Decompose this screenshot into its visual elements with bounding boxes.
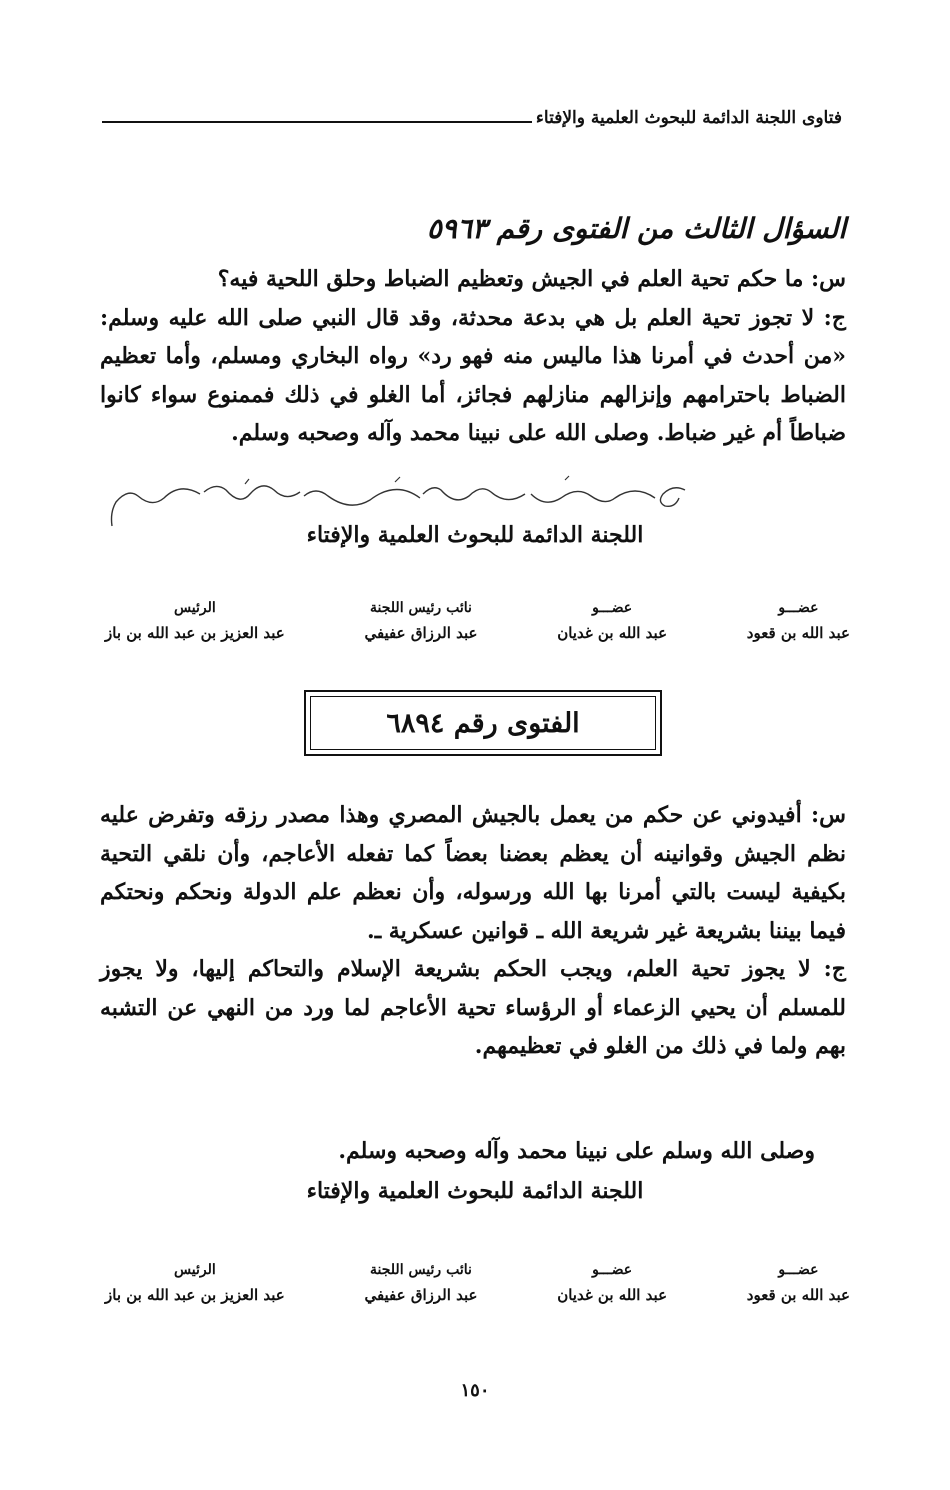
signature-vice-chair [364, 600, 477, 656]
signature-name: عبد الرزاق عفيفي [364, 624, 478, 642]
answer-text: ج: لا يجوز تحية العلم، ويجب الحكم بشريعة الإسلام والتحاكم إليها، ولا يجوز للمسلم أن يحيي الزعماء أو الرؤساء تحية الأعاجم لما ورد من النهي عن التشبه بهم ولما في ذلك من الغلو في تعظيمهم. [100, 956, 846, 1059]
signature-chair [105, 600, 285, 656]
signature-role: الرئيس [173, 600, 216, 616]
signature-name: عبد الله بن غديان [557, 1286, 668, 1304]
signature-member-2 [557, 600, 667, 656]
answer-text: ج: لا تجوز تحية العلم بل هي بدعة محدثة، وقد قال النبي صلى الله عليه وسلم: «من أحدث في أمرنا هذا ماليس منه فهو رد» رواه البخاري ومسلم، وأما تعظيم الضباط باحترامهم وإنزالهم منازلهم فجائز، أما الغلو في ذلك فممنوع سواء كانوا ضباطاً أم غير ضباط. وصلى الله على نبينا محمد وآله وصحبه وسلم. [100, 304, 846, 446]
signature-name: عبد الرزاق عفيفي [364, 1286, 478, 1304]
signature-role: عضـــو [592, 1262, 633, 1278]
signature-name: عبد الله بن قعود [746, 1286, 850, 1304]
fatwa-heading: الفتوى رقم ٦٨٩٤ [310, 696, 656, 750]
signature-role: عضـــو [778, 600, 819, 616]
signature-name: عبد الله بن قعود [746, 624, 850, 642]
section1-title [100, 212, 846, 245]
signature-role: نائب رئيس اللجنة [370, 600, 472, 616]
running-header [102, 100, 842, 128]
page-number: ١٥٠ [460, 1380, 490, 1401]
signature-name: عبد الله بن غديان [557, 624, 668, 642]
question-title: السؤال الثالث من الفتوى رقم ٥٩٦٣ [426, 212, 846, 245]
signature-name: عبد العزيز بن عبد الله بن باز [105, 1286, 285, 1304]
committee-name: اللجنة الدائمة للبحوث العلمية والإفتاء [306, 522, 644, 548]
signatures-block [105, 1262, 850, 1318]
fatwa2-body [100, 796, 846, 1066]
signature-role: عضـــو [592, 600, 633, 616]
running-title: فتاوى اللجنة الدائمة للبحوث العلمية والإفتاء [535, 108, 842, 128]
handwritten-annotation-icon [95, 468, 695, 528]
question-text: س: ما حكم تحية العلم في الجيش وتعظيم الضباط وحلق اللحية فيه؟ [217, 266, 846, 292]
signature-chair [105, 1262, 285, 1318]
signature-member-1 [747, 600, 850, 656]
signature-role: نائب رئيس اللجنة [370, 1262, 472, 1278]
signature-name: عبد العزيز بن عبد الله بن باز [105, 624, 285, 642]
header-rule [102, 121, 532, 123]
signature-member-2 [557, 1262, 667, 1318]
section1-body [100, 260, 846, 453]
signature-member-1 [747, 1262, 850, 1318]
closing-line: وصلى الله وسلم على نبينا محمد وآله وصحبه وسلم. [338, 1138, 815, 1164]
question-text: س: أفيدوني عن حكم من يعمل بالجيش المصري وهذا مصدر رزقه وتفرض عليه نظم الجيش وقوانينه أن يعظم بعضنا بعضاً كما تفعله الأعاجم، وأن نلقي التحية بكيفية ليست بالتي أمرنا بها الله ورسوله، وأن نعظم علم الدولة ونحكم ونحتكم فيما بيننا بشريعة غير شريعة الله ـ قوانين عسكرية ـ. [100, 802, 846, 944]
committee-name: اللجنة الدائمة للبحوث العلمية والإفتاء [306, 1178, 644, 1204]
signature-vice-chair [364, 1262, 477, 1318]
fatwa-heading-box [304, 690, 662, 756]
signature-role: عضـــو [778, 1262, 819, 1278]
signature-role: الرئيس [173, 1262, 216, 1278]
signatures-block [105, 600, 850, 656]
